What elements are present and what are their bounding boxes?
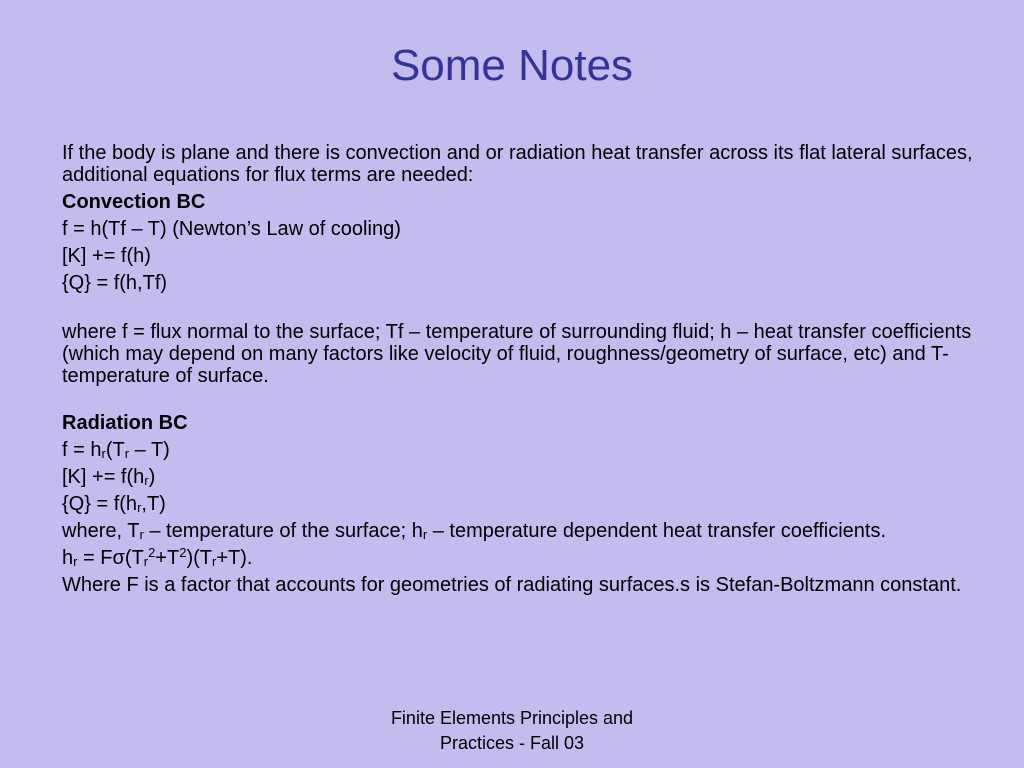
radiation-heading: Radiation BC [62,412,188,434]
slide-body [62,142,1012,601]
convection-stiffness-equation: [K] += f(h) [62,245,151,267]
spacer [62,299,1012,321]
where-definitions-paragraph: where f = flux normal to the surface; Tf – temperature of surrounding fluid; h – heat transfer coefficients (which may depend on many factors like velocity of fluid, roughness/geometry of surface, etc) and T- temperature of surface. [62,321,972,387]
spacer [62,392,1012,412]
convection-load-equation: {Q} = f(h,Tf) [62,272,168,294]
footer-line-1: Finite Elements Principles and [390,708,634,728]
slide-title: Some Notes [390,41,634,90]
radiation-flux-equation: $f = h_r(T_r - T)$ [62,439,170,461]
radiation-where-definitions: where, $T_r$ – temperature of the surface; $h_r$ – temperature dependent heat transfer coefficients. [62,520,886,542]
radiation-load-equation: $\{Q\} = f(h_r,T)$ [62,493,166,515]
slide-footer [362,706,662,756]
intro-paragraph: If the body is plane and there is convection and or radiation heat transfer across its flat lateral surfaces, additional equations for flux terms are needed: [62,142,973,186]
radiation-stiffness-equation: $[K] += f(h_r)$ [62,466,156,488]
convection-flux-equation: f = h(Tf – T) (Newton’s Law of cooling) [62,218,401,240]
convection-heading: Convection BC [62,191,206,213]
footer-line-2: Practices - Fall 03 [439,733,585,753]
radiation-coefficient-equation: $h_r = F\sigma(T_r^2+T^2)(T_r+T)$. [62,545,253,569]
radiation-final-note: Where F is a factor that accounts for geometries of radiating surfaces.s is Stefan-Boltzmann constant. [62,574,962,596]
sigma-symbol: σ [112,547,125,569]
